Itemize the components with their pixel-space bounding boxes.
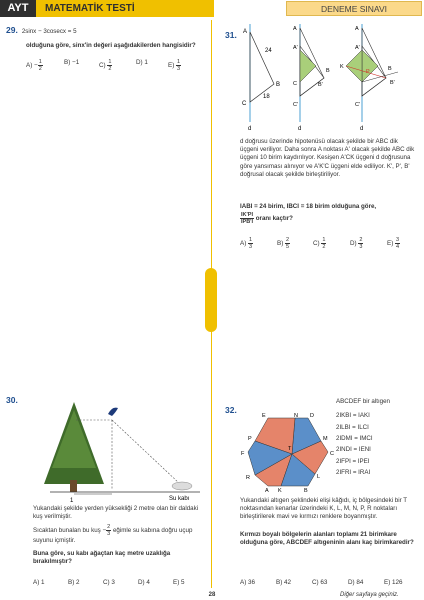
svg-text:M: M <box>323 436 328 442</box>
options <box>26 59 204 72</box>
option-e[interactable]: E) $\frac{1}{3}$ <box>168 59 181 73</box>
svg-text:C': C' <box>293 102 299 108</box>
svg-text:A: A <box>265 488 269 492</box>
option-d[interactable]: D) 1 <box>136 59 148 67</box>
question-31-given: IABI = 24 birim, IBCI = 18 birim olduğuna göre, <box>240 203 377 210</box>
svg-text:F: F <box>241 451 245 457</box>
svg-text:K: K <box>278 488 282 492</box>
subject-title: MATEMATİK TESTİ <box>36 0 214 17</box>
option-b[interactable]: B) 42 <box>276 579 292 586</box>
svg-text:T: T <box>288 446 292 452</box>
svg-text:P: P <box>366 69 370 75</box>
label-d: d <box>248 126 252 132</box>
question-32-given: ABCDEF bir altıgen 2IKBI = IAKI 2ILBI = ILCI 2IDMI = IMCI 2INDI = IENI 2IFPI = IPEI 2IFRI = IRAI <box>336 398 390 477</box>
svg-text:d: d <box>298 126 302 132</box>
bird-icon <box>108 408 118 416</box>
option-e[interactable]: E) 5 <box>173 579 185 586</box>
svg-text:P: P <box>248 436 252 442</box>
question-30-options <box>33 579 185 586</box>
option-c[interactable]: C) 63 <box>312 579 328 586</box>
next-page-note: Diğer sayfaya geçiniz. <box>340 592 399 598</box>
svg-text:A: A <box>355 26 359 32</box>
option-b[interactable]: B) $\frac{2}{5}$ <box>277 237 290 250</box>
svg-text:C: C <box>330 451 334 457</box>
figure-31 <box>238 22 418 132</box>
side-badge <box>205 268 217 332</box>
label-C: C <box>242 101 247 107</box>
svg-text:L: L <box>317 474 321 480</box>
svg-text:D: D <box>310 413 314 419</box>
question-32-question: Kırmızı boyalı bölgelerin alanları toplamı 21 birimkare olduğuna göre, ABCDEF altıgeninin alanı kaç birimkaredir? <box>240 531 414 547</box>
svg-text:B: B <box>326 68 330 74</box>
question-31-question: $\frac{IK'PI}{\text{IPB'I}}$ oranı kaçtır? <box>241 212 293 225</box>
page-number: 28 <box>208 592 216 598</box>
svg-text:E: E <box>262 413 266 419</box>
svg-text:B: B <box>388 66 392 72</box>
option-a[interactable]: A) 1 <box>33 579 45 586</box>
option-e[interactable]: E) 126 <box>384 579 403 586</box>
option-c[interactable]: C) $\frac{1}{2}$ <box>313 237 326 250</box>
question-number: 31. <box>225 30 237 40</box>
question-30-text: Yukarıdaki şekilde yerden yüksekliği 2 metre olan bir daldaki kuş verilmiştir. <box>33 505 199 521</box>
option-b[interactable]: B) 2 <box>68 579 80 586</box>
figure-32 <box>240 412 336 492</box>
question-31-text: d doğrusu üzerinde hipotenüsü olacak şekilde bir ABC dik üçgeni veriliyor. Daha sonra A noktası A' olacak şekilde ABC dik üçgeni 10 birim kaydırılıyor. Kesişen A'CK üçgeni d doğrusuna göre yansıması alınıyor ve A'K'C üçgeni elde ediliyor. K', P', B' doğrusal olacak şekilde birleştiriliyor. <box>240 138 415 178</box>
label-bc: 18 <box>263 94 270 100</box>
svg-text:C: C <box>293 81 297 87</box>
svg-text:N: N <box>294 413 298 419</box>
option-d[interactable]: D) 84 <box>348 579 364 586</box>
label-one: 1 <box>70 498 74 502</box>
label-B: B <box>276 82 281 88</box>
svg-text:R: R <box>246 475 250 481</box>
page-header <box>0 0 424 17</box>
svg-text:K: K <box>340 64 344 70</box>
question-31-options <box>240 237 400 250</box>
option-a[interactable]: A) − $\frac{1}{2}$ <box>26 59 42 73</box>
option-e[interactable]: E) $\frac{3}{4}$ <box>387 237 400 250</box>
question-31 <box>225 25 237 43</box>
question-number: 32. <box>225 405 237 415</box>
option-c[interactable]: C) $\frac{1}{2}$ <box>99 59 112 73</box>
question-number: 29. <box>6 25 18 35</box>
option-b[interactable]: B) −1 <box>64 59 80 67</box>
question-number: 30. <box>6 395 18 405</box>
question-32-options <box>240 579 403 586</box>
question-29 <box>6 25 204 72</box>
question-32-text: Yukarıdaki altıgen şeklindeki elişi kâğıdı, iç bölgesindeki bir T noktasından kenarlar üzerindeki K, L, M, N, P, R noktaları birleştirilerek mavi ve kırmızı renklere boyanmıştır. <box>240 497 407 521</box>
svg-text:B': B' <box>318 82 323 88</box>
question-32 <box>225 400 237 418</box>
equation: 2sinx − 3cosecx = 5 <box>21 28 77 35</box>
svg-text:B: B <box>304 488 308 492</box>
option-d[interactable]: D) $\frac{2}{3}$ <box>350 237 363 250</box>
question-30 <box>6 390 18 408</box>
triangle-abc <box>250 32 274 102</box>
exam-label: AYT <box>0 0 36 17</box>
label-su-kabi: Su kabı <box>169 496 190 502</box>
option-c[interactable]: C) 3 <box>103 579 115 586</box>
svg-text:C': C' <box>355 102 361 108</box>
option-a[interactable]: A) $\frac{1}{3}$ <box>240 237 253 250</box>
svg-text:A: A <box>293 26 297 32</box>
figure-30 <box>30 398 206 502</box>
svg-text:d: d <box>360 126 364 132</box>
svg-text:B': B' <box>390 80 395 86</box>
water-bowl-icon <box>172 482 192 490</box>
svg-text:A': A' <box>293 45 298 51</box>
option-a[interactable]: A) 36 <box>240 579 256 586</box>
question-text: olduğuna göre, sinx'in değeri aşağıdakilerden hangisidir? <box>26 42 196 50</box>
label-ab: 24 <box>265 48 272 54</box>
deneme-label: DENEME SINAVI <box>286 1 422 16</box>
label-A: A <box>243 29 248 35</box>
question-30-text2: Sıcaktan bunalan bu kuş − $\frac{2}{3}$ eğimle su kabına doğru uçup suyunu içmiştir. <box>33 524 193 544</box>
question-30-question: Buna göre, su kabı ağaçtan kaç metre uzaklığa bırakılmıştır? <box>33 550 171 566</box>
svg-text:A': A' <box>355 45 360 51</box>
option-d[interactable]: D) 4 <box>138 579 150 586</box>
